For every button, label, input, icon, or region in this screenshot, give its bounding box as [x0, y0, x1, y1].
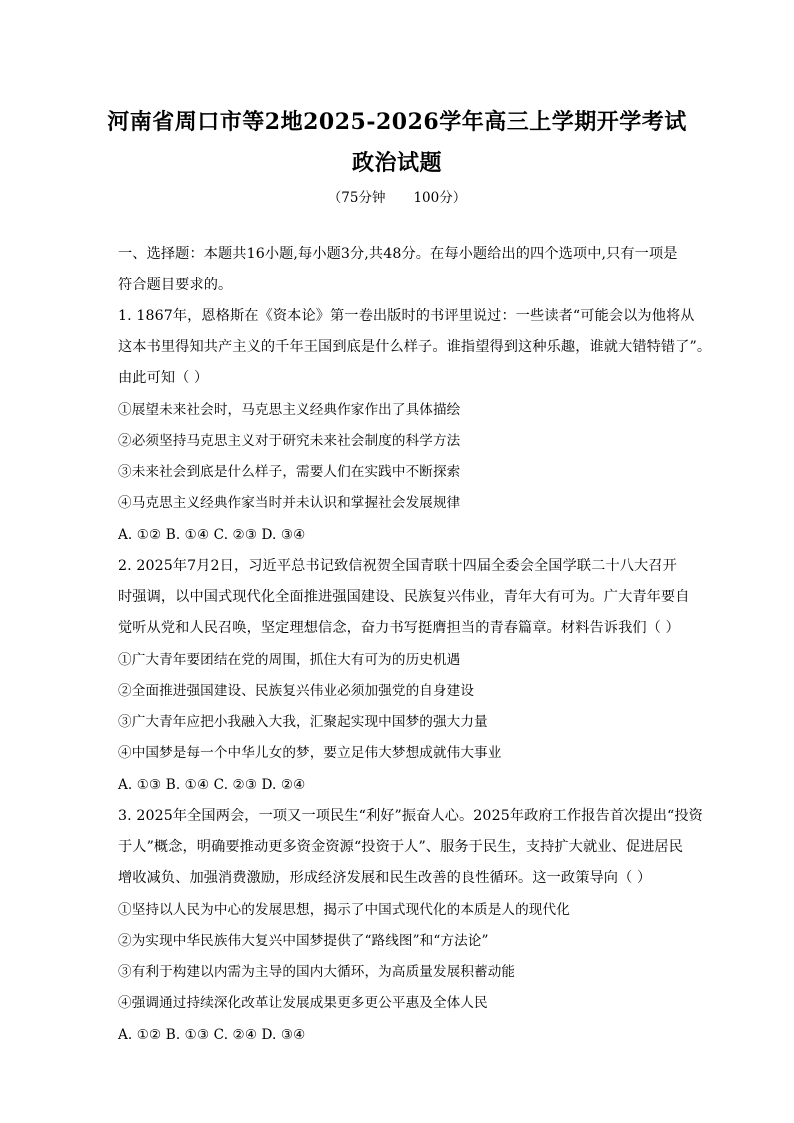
q1-option-4: ④马克思主义经典作家当时并未认识和掌握社会发展规律 — [118, 495, 461, 511]
exam-score: 100分） — [413, 190, 467, 206]
q3-option-1: ①坚持以人民为中心的发展思想，揭示了中国式现代化的本质是人的现代化 — [118, 902, 570, 918]
section-instruction-line1: 一、选择题：本题共16小题,每小题3分,共48分。在每小题给出的四个选项中,只有一项是 — [118, 246, 678, 262]
q1-choices: A. ①② B. ①④ C. ②③ D. ③④ — [118, 527, 306, 543]
q3-option-4: ④强调通过持续深化改革让发展成果更多更公平惠及全体人民 — [118, 995, 488, 1011]
q1-stem-line3: 由此可知（ ） — [118, 370, 209, 386]
exam-time-score — [0, 186, 794, 206]
exam-title: 河南省周口市等2地2025-2026学年高三上学期开学考试 — [107, 109, 687, 135]
section-instruction-line2: 符合题目要求的。 — [118, 277, 233, 293]
q3-stem-line1: 3. 2025年全国两会，一项又一项民生“利好”振奋人心。2025年政府工作报告首次提出“投资 — [118, 808, 703, 824]
q3-stem-line3: 增收减负、加强消费激励，形成经济发展和民生改善的良性循环。这一政策导向（ ） — [118, 870, 652, 886]
q1-stem-line2: 这本书里得知共产主义的千年王国到底是什么样子。谁指望得到这种乐趣，谁就大错特错了”。 — [118, 339, 712, 355]
q2-option-2: ②全面推进强国建设、民族复兴伟业必须加强党的自身建设 — [118, 683, 475, 699]
q2-choices: A. ①③ B. ①④ C. ②③ D. ②④ — [118, 777, 306, 793]
q2-stem-line1: 2. 2025年7月2日，习近平总书记致信祝贺全国青联十四届全委会全国学联二十八大召开 — [118, 558, 677, 574]
exam-time: （75分钟 — [327, 190, 386, 206]
q1-option-3: ③未来社会到底是什么样子，需要人们在实践中不断探索 — [118, 464, 461, 480]
q2-option-3: ③广大青年应把小我融入大我，汇聚起实现中国梦的强大力量 — [118, 714, 488, 730]
q2-option-4: ④中国梦是每一个中华儿女的梦，要立足伟大梦想成就伟大事业 — [118, 745, 502, 761]
q3-choices: A. ①② B. ①③ C. ②④ D. ③④ — [118, 1027, 306, 1043]
q2-stem-line2: 时强调，以中国式现代化全面推进强国建设、民族复兴伟业，青年大有可为。广大青年要自 — [118, 589, 690, 605]
q3-option-2: ②为实现中华民族伟大复兴中国梦提供了“路线图”和“方法论” — [118, 933, 489, 949]
q1-option-1: ①展望未来社会时，马克思主义经典作家作出了具体描绘 — [118, 402, 461, 418]
q3-option-3: ③有利于构建以内需为主导的国内大循环，为高质量发展积蓄动能 — [118, 964, 516, 980]
subject-title: 政治试题 — [351, 150, 442, 176]
q1-stem-line1: 1. 1867年，恩格斯在《资本论》第一卷出版时的书评里说过：一些读者“可能会以为他将从 — [118, 308, 695, 324]
q3-stem-line2: 于人”概念，明确要推动更多资金资源“投资于人”、服务于民生，支持扩大就业、促进居民 — [118, 839, 683, 855]
q2-stem-line3: 觉听从党和人民召唤，坚定理想信念，奋力书写挺膺担当的青春篇章。材料告诉我们（ ） — [118, 620, 680, 636]
q1-option-2: ②必须坚持马克思主义对于研究未来社会制度的科学方法 — [118, 433, 461, 449]
q2-option-1: ①广大青年要团结在党的周围，抓住大有可为的历史机遇 — [118, 652, 461, 668]
